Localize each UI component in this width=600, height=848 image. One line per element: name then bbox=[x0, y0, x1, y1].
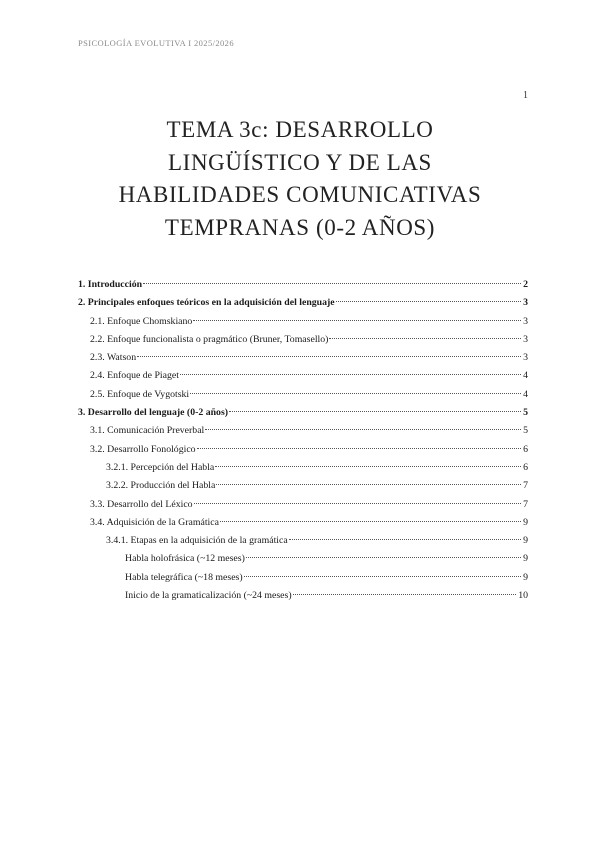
toc-entry[interactable] bbox=[78, 331, 528, 349]
title-line: LINGÜÍSTICO Y DE LAS bbox=[168, 149, 432, 175]
toc-entry-page: 9 bbox=[523, 571, 528, 583]
toc-leader-dots bbox=[220, 521, 521, 522]
toc-entry[interactable] bbox=[78, 496, 528, 514]
toc-entry-page: 3 bbox=[523, 297, 528, 309]
toc-entry[interactable] bbox=[78, 313, 528, 331]
toc-entry-page: 4 bbox=[523, 370, 528, 382]
toc-entry-text: Habla holofrásica (~12 meses) bbox=[125, 553, 245, 565]
toc-entry-page: 3 bbox=[523, 352, 528, 364]
toc-leader-dots bbox=[143, 283, 521, 284]
toc-entry-text: 3.4.1. Etapas en la adquisición de la gramática bbox=[106, 535, 288, 547]
toc-entry[interactable] bbox=[78, 422, 528, 440]
toc-entry-text: Habla telegráfica (~18 meses) bbox=[125, 571, 243, 583]
toc-leader-dots bbox=[197, 448, 522, 449]
table-of-contents bbox=[78, 276, 528, 605]
toc-entry[interactable] bbox=[78, 477, 528, 495]
toc-entry[interactable] bbox=[78, 386, 528, 404]
toc-entry[interactable] bbox=[78, 276, 528, 294]
toc-leader-dots bbox=[229, 411, 521, 412]
toc-leader-dots bbox=[194, 503, 522, 504]
toc-entry[interactable] bbox=[78, 294, 528, 312]
toc-entry-page: 9 bbox=[523, 516, 528, 528]
toc-entry-text: 2.2. Enfoque funcionalista o pragmático (Bruner, Tomasello) bbox=[90, 333, 329, 345]
toc-leader-dots bbox=[336, 301, 521, 302]
toc-entry-text: 3. Desarrollo del lenguaje (0-2 años) bbox=[78, 407, 229, 419]
toc-leader-dots bbox=[190, 393, 521, 394]
toc-entry-page: 5 bbox=[523, 425, 528, 437]
toc-entry-page: 7 bbox=[523, 480, 528, 492]
toc-entry-text: 2.3. Watson bbox=[90, 352, 137, 364]
toc-entry-page: 9 bbox=[523, 535, 528, 547]
toc-entry-text: 3.2. Desarrollo Fonológico bbox=[90, 443, 196, 455]
toc-entry-page: 9 bbox=[523, 553, 528, 565]
toc-entry[interactable] bbox=[78, 532, 528, 550]
toc-leader-dots bbox=[244, 576, 521, 577]
toc-leader-dots bbox=[293, 594, 517, 595]
toc-entry[interactable] bbox=[78, 550, 528, 568]
toc-entry-text: 2.4. Enfoque de Piaget bbox=[90, 370, 179, 382]
toc-entry-page: 2 bbox=[523, 279, 528, 290]
toc-leader-dots bbox=[329, 338, 521, 339]
toc-entry[interactable] bbox=[78, 367, 528, 385]
toc-entry-text: 1. Introducción bbox=[78, 279, 143, 290]
toc-entry-page: 5 bbox=[523, 407, 528, 419]
toc-entry-text: 3.4. Adquisición de la Gramática bbox=[90, 516, 219, 528]
title-line: TEMPRANAS (0-2 AÑOS) bbox=[164, 214, 436, 240]
toc-entry[interactable] bbox=[78, 514, 528, 532]
toc-entry-text: 2. Principales enfoques teóricos en la adquisición del lenguaje bbox=[78, 297, 335, 309]
toc-entry-page: 6 bbox=[523, 461, 528, 473]
page-number: 1 bbox=[523, 90, 528, 101]
toc-entry-text: 3.1. Comunicación Preverbal bbox=[90, 425, 205, 437]
toc-leader-dots bbox=[180, 374, 521, 375]
title-line: TEMA 3c: DESARROLLO bbox=[166, 117, 434, 142]
toc-entry[interactable] bbox=[78, 349, 528, 367]
toc-entry[interactable] bbox=[78, 441, 528, 459]
toc-entry-text: 2.1. Enfoque Chomskiano bbox=[90, 315, 193, 327]
running-header: PSICOLOGÍA EVOLUTIVA I 2025/2026 bbox=[78, 38, 234, 48]
toc-entry-page: 3 bbox=[523, 333, 528, 345]
toc-leader-dots bbox=[193, 320, 521, 321]
toc-entry-page: 4 bbox=[523, 388, 528, 400]
toc-leader-dots bbox=[216, 484, 521, 485]
toc-leader-dots bbox=[289, 539, 521, 540]
toc-entry-text: 3.2.2. Producción del Habla bbox=[106, 480, 216, 492]
toc-entry-page: 10 bbox=[518, 590, 528, 602]
toc-entry-page: 3 bbox=[523, 315, 528, 327]
toc-entry-text: 3.2.1. Percepción del Habla bbox=[106, 461, 215, 473]
toc-entry[interactable] bbox=[78, 569, 528, 587]
toc-entry[interactable] bbox=[78, 404, 528, 422]
toc-entry-text: 2.5. Enfoque de Vygotski bbox=[90, 388, 190, 400]
toc-entry-page: 6 bbox=[523, 443, 528, 455]
toc-leader-dots bbox=[205, 429, 521, 430]
toc-entry-page: 7 bbox=[523, 498, 528, 510]
toc-leader-dots bbox=[215, 466, 521, 467]
toc-entry[interactable] bbox=[78, 459, 528, 477]
toc-leader-dots bbox=[246, 557, 521, 558]
document-title bbox=[78, 114, 522, 244]
toc-entry-text: Inicio de la gramaticalización (~24 meses) bbox=[125, 590, 292, 602]
title-line: HABILIDADES COMUNICATIVAS bbox=[118, 182, 482, 207]
toc-entry-text: 3.3. Desarrollo del Léxico bbox=[90, 498, 193, 510]
toc-leader-dots bbox=[137, 356, 521, 357]
toc-entry[interactable] bbox=[78, 587, 528, 605]
